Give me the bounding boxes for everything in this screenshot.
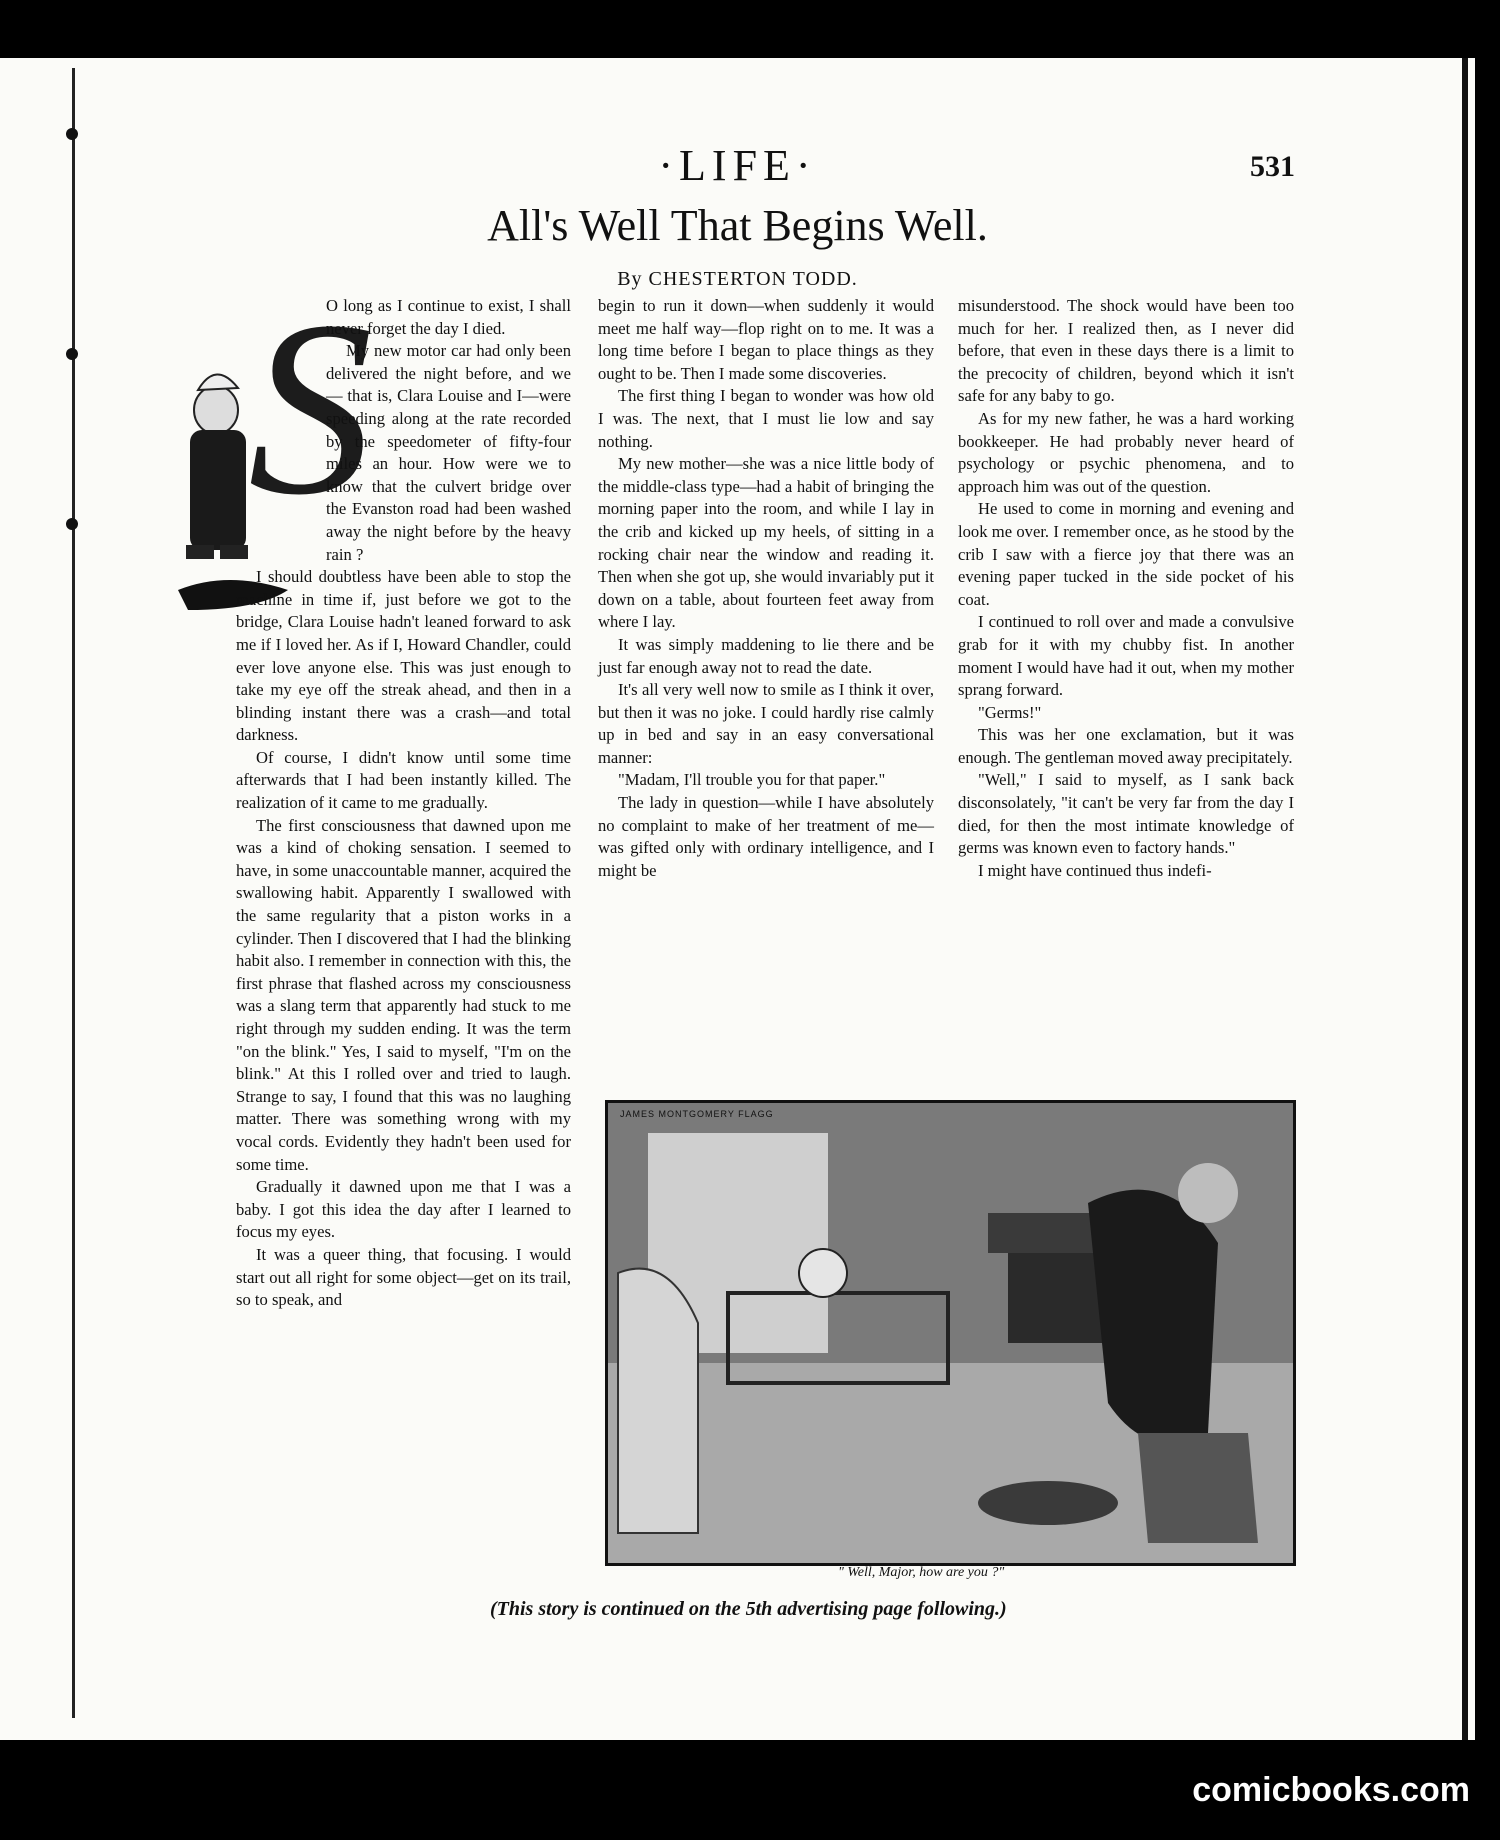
paragraph: It was a queer thing, that focusing. I would start out all right for some object—get on its trail, so to speak, and [236, 1244, 571, 1310]
continued-note: (This story is continued on the 5th advertising page following.) [490, 1598, 1007, 1620]
binding-gutter-line [72, 68, 75, 1718]
paragraph: It was simply maddening to lie there and be just far enough away not to read the date. [598, 634, 934, 677]
article-column-2 [598, 295, 934, 882]
paragraph: Gradually it dawned upon me that I was a baby. I got this idea the day after I learned to focus my eyes. [236, 1177, 571, 1242]
paragraph: "Madam, I'll trouble you for that paper." [618, 770, 886, 790]
paragraph: I might have continued thus indefi- [978, 860, 1212, 880]
page-frame-edge [1462, 58, 1468, 1740]
paragraph: "Germs!" [978, 702, 1042, 722]
binding-mark [66, 348, 78, 360]
illustration-signature: JAMES MONTGOMERY FLAGG [620, 1109, 774, 1119]
watermark: comicbooks.com [1192, 1771, 1470, 1809]
byline: By CHESTERTON TODD. [617, 268, 858, 290]
article-column-1 [236, 295, 571, 1312]
dropcap-letter: S [248, 270, 373, 547]
paragraph: My new motor car had only been delivered the night before, and we — that is, Clara Louise and I—were speeding along at the rate recorded by the speedometer of fifty-four miles an hour. How were we to know that the culvert bridge over the Evanston road had been washed away the night before by the heavy rain ? [326, 341, 571, 564]
page-number: 531 [1250, 150, 1295, 183]
article-title: All's Well That Begins Well. [487, 201, 988, 250]
paragraph: The first consciousness that dawned upon me was a kind of choking sensation. I seemed to have, in some unaccountable manner, acquired the swallowing habit. Apparently I swallowed with the same regularity that a piston works in a cylinder. Then I discovered that I had the blinking habit also. I remember in connection with this, the first phrase that flashed across my consciousness was a slang term that apparently had stuck to me right through my sudden ending. It was the term "on the blink." Yes, I said to myself, "I'm on the blink." At this I rolled over and tried to laugh. Strange to say, I found that this was no laughing matter. There was something wrong with my vocal cords. Evidently they hadn't been used for some time. [236, 815, 571, 1174]
illustration-caption: " Well, Major, how are you ?" [838, 1565, 1005, 1580]
paragraph: "Well," I said to myself, as I sank back disconsolately, "it can't be very far from the day I died, for then the most intimate knowledge of germs was known even to factory hands." [958, 770, 1294, 858]
illustration-drawing [608, 1103, 1293, 1563]
paragraph: misunderstood. The shock would have been too much for her. I realized then, as I never did before, that even in these days there is a limit to the precocity of children, beyond which it isn't safe for any baby to go. [958, 296, 1294, 406]
binding-mark [66, 128, 78, 140]
binding-mark [66, 518, 78, 530]
paragraph: The first thing I began to wonder was how old I was. The next, that I must lie low and say nothing. [598, 386, 934, 451]
paragraph: My new mother—she was a nice little body of the middle-class type—had a habit of bringing the morning paper into the room, and while I lay in the crib and kicked up my heels, of sitting in a rocking chair near the window and reading it. Then when she got up, she would invariably put it down on a table, about fourteen feet away from where I lay. [598, 454, 934, 632]
paragraph: begin to run it down—when suddenly it would meet me half way—flop right on to me. It was a long time before I began to place things as they ought to be. Then I made some discoveries. [598, 296, 934, 383]
paragraph: This was her one exclamation, but it was enough. The gentleman moved away precipitately. [958, 725, 1294, 767]
article-column-3 [958, 295, 1294, 882]
paragraph: O long as I continue to exist, I shall never forget the day I died. [326, 296, 571, 338]
paragraph: It's all very well now to smile as I think it over, but then it was no joke. I could hardly rise calmly up in bed and say in an easy conversational manner: [598, 680, 934, 767]
paragraph: Of course, I didn't know until some time afterwards that I had been instantly killed. The realization of it came to me gradually. [236, 747, 571, 813]
masthead: ·LIFE· [658, 141, 817, 190]
paragraph: I continued to roll over and made a convulsive grab for it with my chubby fist. In another moment I would have had it out, when my mother sprang forward. [958, 612, 1294, 700]
paragraph: The lady in question—while I have absolutely no complaint to make of her treatment of me—was gifted only with ordinary intelligence, and I might be [598, 793, 934, 880]
paragraph: I should doubtless have been able to stop the machine in time if, just before we got to the bridge, Clara Louise hadn't leaned forward to ask me if I loved her. As if I, Howard Chandler, could ever love anyone else. This was just enough to take my eye off the streak ahead, and then in a blinding instant there was a crash—and total darkness. [236, 567, 571, 745]
illustration [605, 1100, 1296, 1566]
paragraph: He used to come in morning and evening and look me over. I remember once, as he stood by the crib I saw with a fierce joy that there was an evening paper tucked in the side pocket of his coat. [958, 499, 1294, 609]
paragraph: As for my new father, he was a hard working bookkeeper. He had probably never heard of psychology or psychic phenomena, and to approach him was out of the question. [958, 408, 1294, 496]
